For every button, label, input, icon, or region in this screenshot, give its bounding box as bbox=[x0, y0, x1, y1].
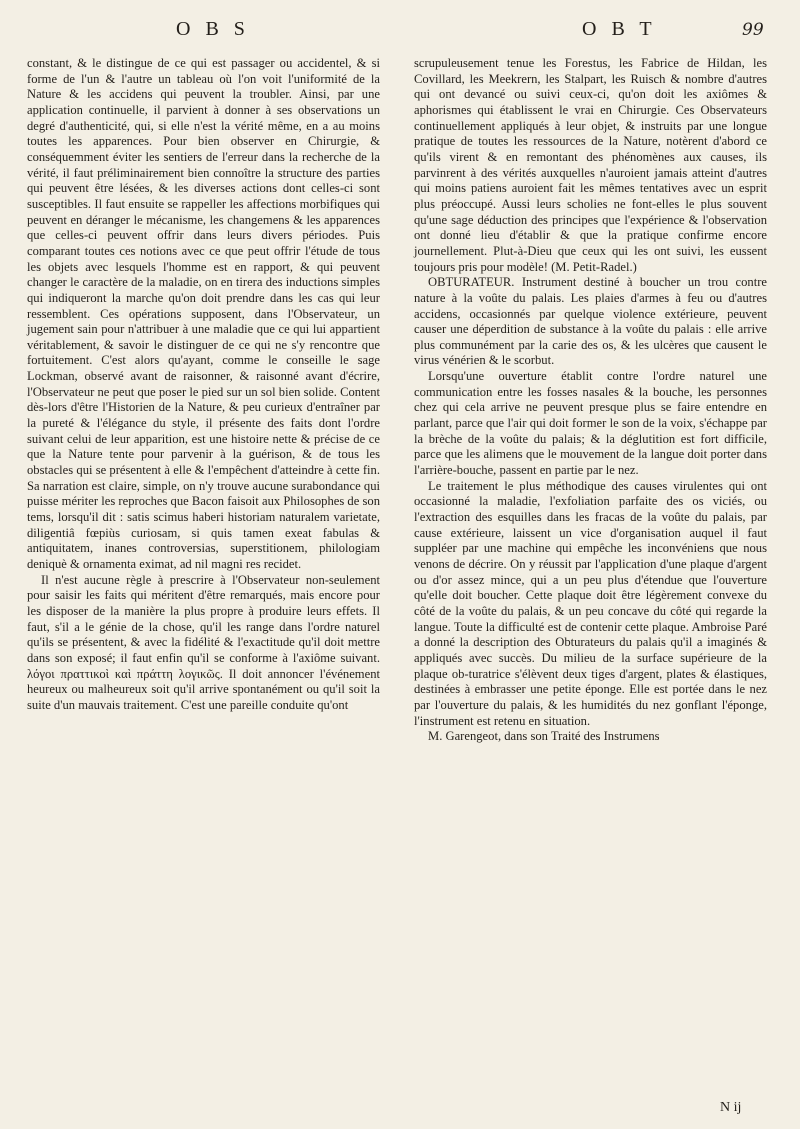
entry-obturateur: OBTURATEUR. Instrument destiné à boucher un trou contre nature à la voûte du palais. Les plaies d'armes à feu ou d'autres accidens, occasionnés par quelque violence extérieure, peuvent causer une déperdition de substance à la voûte du palais : elle arrive plus communément par la carie des os, & les ulcères que causent le virus vénérien & le scorbut. bbox=[414, 275, 767, 368]
running-header bbox=[0, 14, 800, 46]
signature-mark: N ij bbox=[720, 1100, 742, 1115]
left-column bbox=[27, 56, 380, 714]
paragraph: constant, & le distingue de ce qui est passager ou accidentel, & si forme de l'un & l'autre un tableau où l'on voit l'uniformité de la Nature & les accidens qui peuvent la troubler. Ainsi, par une application continuelle, il parvient à donner à ses observations un degré d'authenticité, qui, si elle n'est la vérité même, en a au moins toutes les apparences. Pour bien observer en Chirurgie, & conséquemment éviter les sentiers de l'erreur dans la recherche de la vérité, il faut préliminairement bien connoître la structure des parties qui peuvent être lésées, & les diverses actions dont celles-ci sont susceptibles. Il faut ensuite se rappeller les affections morbifiques qui peuvent en déranger le mécanisme, les changemens & les apparences que celles-ci peuvent offrir dans leurs divers périodes. Puis comparant toutes ces notions avec ce que peut offrir l'étude de tous les objets avec lesquels l'homme est en rapport, & qui peuvent changer le caractère de la maladie, on en tirera des inductions simples qui indiqueront la marche qu'on doit prendre dans les cas qui leur ressemblent. Ces opérations supposent, dans l'Observateur, un jugement sain pour n'attribuer à une maladie que ce qui lui appartient véritablement, & savoir le distinguer de ce qui ne s'y rencontre que fortuitement. C'est alors qu'ayant, comme le conseille le sage Lockman, observé avant de raisonner, & raisonné avant d'écrire, l'Observateur ne peut que poser le pied sur un sol bien solide. Content dès-lors d'être l'Historien de la Nature, & peu curieux d'entraîner par la pureté & l'élégance du style, il présente des faits dont l'ordre suivant celui de leur apparition, est une histoire nette & précise de ce que la Nature tente pour parvenir à la guérison, & de tous les obstacles qui se présentent à elle & l'empêchent d'atteindre à cette fin. Sa narration est claire, simple, on n'y trouve aucune surabondance qui puisse mériter les reproches que Bacon faisoit aux Philosophes de son tems, lorsqu'il dit : satis scimus haberi historiam naturalem varietate, diligentiâ fœpiùs curiosam, si quis tamen exeat fabulas & antiquitatem, inanes controversias, superstitionem, philologiam deniquè & ornamenta eximat, ad nil magni res recidet. bbox=[27, 56, 380, 571]
paragraph: Lorsqu'une ouverture établit contre l'ordre naturel une communication entre les fosses nasales & la bouche, les personnes chez qui cela arrive ne peuvent presque plus se faire entendre en parlant, parce que l'air qui doit former le son de la voix, s'échappe par la brèche de la voûte du palais; & la déglutition est fort difficile, parce que les alimens que le mouvement de la langue doit porter dans l'arrière-bouche, passent en partie par le nez. bbox=[414, 369, 767, 478]
paragraph: Il n'est aucune règle à prescrire à l'Observateur non-seulement pour saisir les faits qui méritent d'être remarqués, mais encore pour les disposer de la manière la plus propre à produire leurs effets. Il faut, s'il a le génie de la chose, qu'il les range dans l'ordre naturel qu'ils se présentent, & avec la fidélité & l'exactitude qu'il doit mettre dans son exposé; il faut enfin qu'il se conforme à l'axiôme suivant. λόγοι πραττικοὶ καὶ πράττη λογικῶς. Il doit annoncer l'événement heureux ou malheureux soit qu'il arrive spontanément ou qu'il soit la suite d'un mauvais traitement. C'est une pareille conduite qu'ont bbox=[27, 572, 380, 712]
paragraph: Le traitement le plus méthodique des causes virulentes qui ont occasionné la maladie, l'exfoliation parfaite des os viciés, ou l'extraction des esquilles dans les fracas de la voûte du palais, par cause extérieure, laissent un vice d'organisation auquel il faut suppléer par une machine qui empêche les inconvéniens que nous venons de décrire. On y réussit par l'application d'une plaque d'argent ou d'or assez mince, qui a un peu plus d'étendue que l'ouverture qu'elle doit boucher. Cette plaque doit être légèrement convexe du côté de la voûte du palais, & un peu concave du côté qui regarde la langue. Toute la difficulté est de contenir cette plaque. Ambroise Paré a donné la description des Obturateurs du palais qu'il a imaginés & appliqués avec succès. Du milieu de la surface supérieure de la plaque ob-turatrice s'élèvent deux tiges d'argent, plates & élastiques, destinées à embrasser une petite éponge. Elle est portée dans le nez par l'ouverture du palais, & les humidités du nez gonflant l'éponge, l'instrument est retenu en situation. bbox=[414, 478, 767, 728]
page-number: 99 bbox=[742, 20, 764, 40]
paragraph: scrupuleusement tenue les Forestus, les Fabrice de Hildan, les Covillard, les Meekrern, les Stalpart, les Ruisch & nombre d'autres qui ont devancé ou suivi ceux-ci, qu'on doit les axiômes & aphorismes qui établissent le vrai en Chirurgie. Ces Observateurs continuellement appliqués à leur objet, & instruits par une longue pratique de toutes les ressources de la Nature, notèrent d'abord ce qu'ils virent & en remontant des phénomènes aux causes, ils parvinrent à des vérités auxquelles n'auroient jamais atteint d'autres qui moins patiens auroient fait les mêmes tentatives avec un esprit plus préoccupé. Aussi leurs scholies ne font-elles le plus souvent qu'une sage déduction des principes que l'expérience & l'observation ont donné lieu d'établir & que la pratique confirme encore journellement. Plut-à-Dieu que ceux qui les ont suivi, les eussent toujours pris pour modèle! (M. Petit-Radel.) bbox=[414, 56, 767, 274]
running-head-left: O B S bbox=[176, 18, 250, 40]
paragraph: M. Garengeot, dans son Traité des Instrumens bbox=[428, 729, 660, 744]
running-head-right: O B T bbox=[582, 18, 657, 40]
right-column bbox=[414, 56, 767, 745]
